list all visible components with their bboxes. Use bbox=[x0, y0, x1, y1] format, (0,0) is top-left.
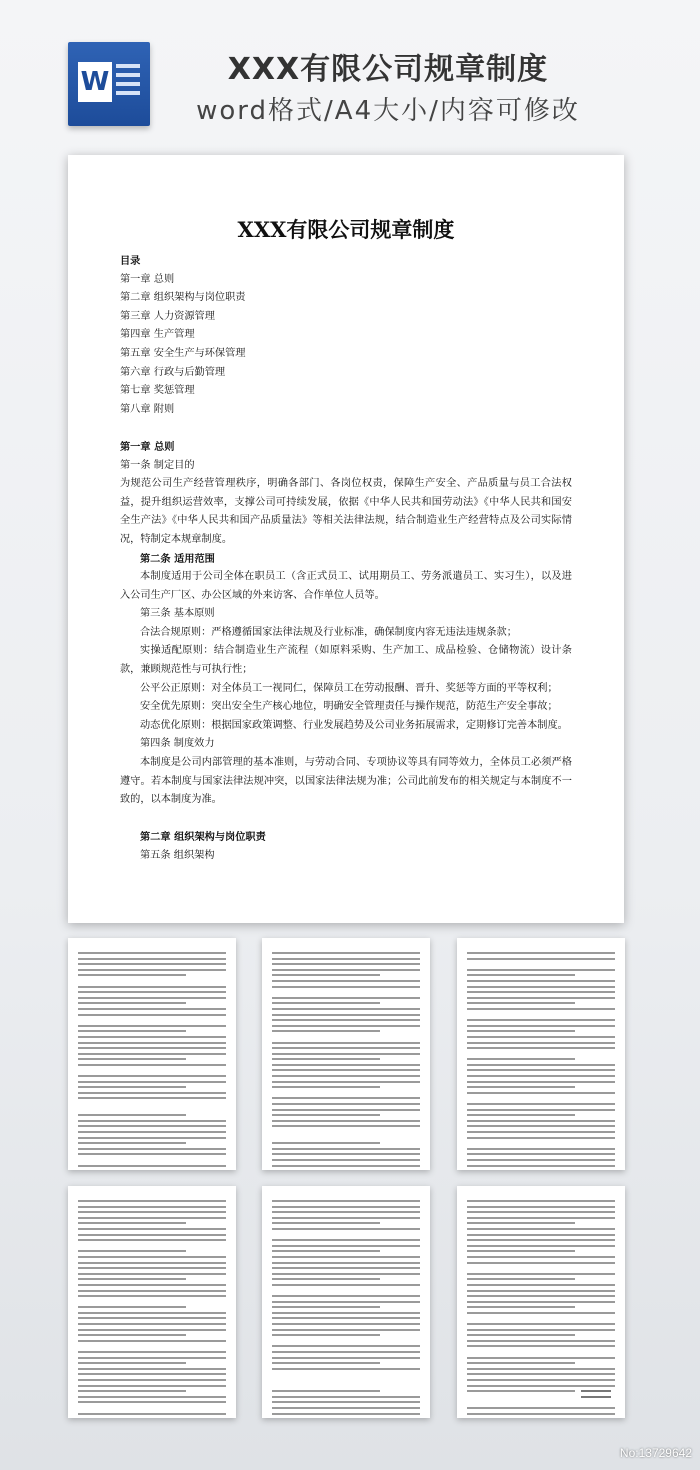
thumbnail-text-line bbox=[272, 1206, 420, 1208]
thumbnail-text-line bbox=[78, 1014, 226, 1016]
thumbnail-text-line bbox=[467, 1092, 615, 1094]
article-body: 为规范公司生产经营管理秩序，明确各部门、各岗位权责，保障生产安全、产品质量与员工合法权益，提升组织运营效率，支撑公司可持续发展，依据《中华人民共和国劳动法》《中华人民共和国安全生产法》《中华人民共和国产品质量法》等相关法律法规，结合制造业生产经营特点及公司实际情况，特制定本规章制度。 bbox=[120, 478, 572, 545]
principle-item: 合法合规原则：严格遵循国家法律法规及行业标准，确保制度内容无违法违规条款； bbox=[140, 626, 517, 638]
thumbnail-text-line bbox=[467, 1334, 575, 1336]
thumbnail-text-line bbox=[78, 1345, 226, 1347]
thumbnail-text-line bbox=[78, 1385, 226, 1387]
thumbnail-text-line bbox=[78, 1340, 226, 1342]
thumbnail-text-line bbox=[272, 1081, 420, 1083]
thumbnail-text-line bbox=[272, 963, 420, 965]
thumbnail-text-line bbox=[78, 1137, 226, 1139]
thumbnail-text-line bbox=[272, 1137, 420, 1139]
thumbnail-text-line bbox=[467, 1379, 615, 1381]
toc-item: 第八章 附则 bbox=[120, 403, 175, 415]
thumbnail-text-line bbox=[467, 963, 615, 965]
page-thumbnail bbox=[457, 1186, 625, 1418]
thumbnail-text-line bbox=[272, 1329, 420, 1331]
thumbnail-text-line bbox=[467, 1058, 575, 1060]
thumbnail-text-line bbox=[272, 1008, 420, 1010]
thumbnail-text-line bbox=[272, 1362, 380, 1364]
header-subtitle: word格式/A4大小/内容可修改 bbox=[196, 96, 580, 126]
page-thumbnail bbox=[68, 1186, 236, 1418]
thumbnail-text-line bbox=[467, 1228, 615, 1230]
thumbnail-text-line bbox=[78, 1025, 226, 1027]
thumbnail-text-line bbox=[78, 1206, 226, 1208]
thumbnail-text-line bbox=[78, 980, 226, 982]
thumbnail-text-line bbox=[467, 1306, 575, 1308]
thumbnail-text-line bbox=[272, 1211, 420, 1213]
thumbnail-text-line bbox=[467, 1256, 615, 1258]
thumbnail-text-line bbox=[272, 1036, 420, 1038]
thumbnail-text-line bbox=[272, 1200, 420, 1202]
thumbnail-text-line bbox=[272, 1114, 380, 1116]
thumbnail-text-line bbox=[272, 1069, 420, 1071]
thumbnail-text-line bbox=[467, 1081, 615, 1083]
thumbnail-text-line bbox=[78, 1114, 186, 1116]
article-heading: 第一条 制定目的 bbox=[120, 459, 195, 471]
thumbnail-text-line bbox=[272, 1047, 420, 1049]
thumbnail-text-line bbox=[467, 986, 615, 988]
thumbnail-text-line bbox=[78, 1301, 226, 1303]
chapter-heading: 第二章 组织架构与岗位职责 bbox=[140, 831, 266, 844]
thumbnail-text-line bbox=[78, 1075, 226, 1077]
thumbnail-text-line bbox=[272, 1273, 420, 1275]
thumbnail-text-line bbox=[78, 1131, 226, 1133]
thumbnail-text-line bbox=[78, 1047, 226, 1049]
thumbnail-text-line bbox=[78, 1295, 226, 1297]
thumbnail-text-line bbox=[78, 1273, 226, 1275]
thumbnail-text-line bbox=[272, 1334, 380, 1336]
toc-item: 第五章 安全生产与环保管理 bbox=[120, 347, 246, 359]
thumbnail-text-line bbox=[272, 1290, 420, 1292]
thumbnail-text-line bbox=[272, 1002, 380, 1004]
thumbnail-text-line bbox=[78, 1228, 226, 1230]
thumbnail-text-line bbox=[78, 1081, 226, 1083]
thumbnail-text-line bbox=[467, 1401, 615, 1403]
thumbnail-text-line bbox=[467, 1036, 615, 1038]
thumbnail-text-line bbox=[78, 1058, 186, 1060]
thumbnail-text-line bbox=[272, 1373, 420, 1375]
thumbnail-text-line bbox=[467, 1019, 615, 1021]
thumbnail-text-line bbox=[78, 997, 226, 999]
word-icon-letter: W bbox=[78, 62, 112, 102]
thumbnail-text-line bbox=[467, 1368, 615, 1370]
thumbnail-text-line bbox=[272, 1165, 420, 1167]
thumbnail-text-line bbox=[467, 1075, 615, 1077]
thumbnail-text-line bbox=[272, 1340, 420, 1342]
thumbnail-text-line bbox=[272, 1256, 420, 1258]
page-thumbnail bbox=[457, 938, 625, 1170]
thumbnail-text-line bbox=[78, 1008, 226, 1010]
thumbnail-text-line bbox=[272, 1345, 420, 1347]
thumbnail-text-line bbox=[272, 1097, 420, 1099]
thumbnail-text-line bbox=[467, 1317, 615, 1319]
thumbnail-text-line bbox=[78, 969, 226, 971]
thumbnail-text-line bbox=[467, 1351, 615, 1353]
thumbnail-text-line bbox=[467, 1284, 615, 1286]
thumbnail-text-line bbox=[272, 991, 420, 993]
thumbnail-text-line bbox=[272, 1075, 420, 1077]
header-title: XXX有限公司规章制度 bbox=[227, 52, 549, 87]
thumbnail-text-line bbox=[272, 1014, 420, 1016]
thumbnail-text-line bbox=[78, 1153, 226, 1155]
thumbnail-text-line bbox=[467, 1385, 615, 1387]
thumbnail-text-line bbox=[78, 1069, 226, 1071]
thumbnail-text-line bbox=[272, 1379, 420, 1381]
article-heading: 第二条 适用范围 bbox=[140, 552, 215, 565]
thumbnail-text-line bbox=[78, 1053, 226, 1055]
thumbnail-text-line bbox=[78, 1256, 226, 1258]
thumbnail-text-line bbox=[467, 1014, 615, 1016]
thumbnail-text-line bbox=[272, 1142, 380, 1144]
thumbnail-text-line bbox=[467, 1357, 615, 1359]
thumbnail-text-line bbox=[272, 1228, 420, 1230]
thumbnail-text-line bbox=[78, 974, 186, 976]
thumbnail-text-line bbox=[467, 1114, 575, 1116]
thumbnail-text-line bbox=[467, 1234, 615, 1236]
principle-item: 实操适配原则：结合制造业生产流程（如原料采购、生产加工、成品检验、仓储物流）设计条款，兼顾规范性与可执行性； bbox=[120, 645, 572, 676]
toc-item: 第三章 人力资源管理 bbox=[120, 310, 215, 322]
thumbnail-text-line bbox=[272, 1217, 420, 1219]
thumbnail-text-line bbox=[78, 1064, 226, 1066]
document-body bbox=[120, 252, 572, 866]
thumbnail-text-line bbox=[272, 1262, 420, 1264]
thumbnail-text-line bbox=[272, 1390, 380, 1392]
principle-item: 安全优先原则：突出安全生产核心地位，明确安全管理责任与操作规范，防范生产安全事故； bbox=[140, 701, 558, 713]
thumbnail-text-line bbox=[467, 1217, 615, 1219]
thumbnail-text-line bbox=[78, 1200, 226, 1202]
thumbnail-text-line bbox=[78, 986, 226, 988]
thumbnail-text-line bbox=[272, 1025, 420, 1027]
document-title: XXX有限公司规章制度 bbox=[237, 217, 455, 242]
thumbnail-text-line bbox=[467, 1153, 615, 1155]
thumbnail-text-line bbox=[467, 1323, 615, 1325]
thumbnail-text-line bbox=[78, 1267, 226, 1269]
thumbnail-text-line bbox=[467, 1131, 615, 1133]
thumbnail-text-line bbox=[78, 1042, 226, 1044]
article-heading: 第三条 基本原则 bbox=[140, 608, 215, 620]
thumbnail-text-line bbox=[272, 974, 380, 976]
page-thumbnail bbox=[68, 938, 236, 1170]
thumbnail-text-line bbox=[467, 952, 615, 954]
thumbnail-text-line bbox=[467, 1239, 615, 1241]
thumbnail-text-line bbox=[78, 1019, 226, 1021]
thumbnail-text-line bbox=[272, 1401, 420, 1403]
thumbnail-text-line bbox=[78, 1357, 226, 1359]
thumbnail-text-line bbox=[467, 969, 615, 971]
thumbnail-text-line bbox=[467, 1267, 615, 1269]
thumbnail-text-line bbox=[272, 1351, 420, 1353]
principle-item: 动态优化原则：根据国家政策调整、行业发展趋势及公司业务拓展需求，定期修订完善本制度。 bbox=[140, 719, 568, 731]
thumbnail-text-line bbox=[467, 1148, 615, 1150]
page-thumbnail bbox=[262, 1186, 430, 1418]
thumbnail-text-line bbox=[467, 1362, 575, 1364]
thumbnail-text-line bbox=[272, 1317, 420, 1319]
article-body: 本制度适用于公司全体在职员工（含正式员工、试用期员工、劳务派遣员工、实习生），以及进入公司生产厂区、办公区域的外来访客、合作单位人员等。 bbox=[120, 571, 572, 601]
thumbnail-text-line bbox=[78, 1329, 226, 1331]
thumbnail-text-line bbox=[467, 1200, 615, 1202]
thumbnail-text-line bbox=[78, 1165, 226, 1167]
thumbnail-text-line bbox=[78, 1278, 186, 1280]
thumbnail-text-line bbox=[272, 958, 420, 960]
thumbnail-text-line bbox=[467, 1125, 615, 1127]
thumbnail-text-line bbox=[272, 1222, 380, 1224]
thumbnail-text-line bbox=[272, 1086, 380, 1088]
thumbnail-text-line bbox=[272, 1323, 420, 1325]
thumbnail-text-line bbox=[78, 991, 226, 993]
thumbnail-text-line bbox=[467, 1064, 615, 1066]
thumbnail-text-line bbox=[467, 1069, 615, 1071]
thumbnail-text-line bbox=[78, 1284, 226, 1286]
thumbnail-text-line bbox=[78, 1239, 226, 1241]
thumbnail-text-line bbox=[272, 1245, 420, 1247]
thumbnail-text-line bbox=[272, 1092, 420, 1094]
thumbnail-text-line bbox=[467, 1025, 615, 1027]
article-body: 本制度是公司内部管理的基本准则，与劳动合同、专项协议等具有同等效力，全体员工必须严格遵守。若本制度与国家法律法规冲突，以国家法律法规为准；公司此前发布的相关规定与本制度不一致的，以本制度为准。 bbox=[120, 757, 572, 806]
thumbnail-text-line bbox=[272, 1278, 380, 1280]
article-heading: 第五条 组织架构 bbox=[140, 850, 215, 861]
thumbnail-text-line bbox=[272, 952, 420, 954]
thumbnail-text-line bbox=[467, 1120, 615, 1122]
thumbnail-text-line bbox=[78, 963, 226, 965]
thumbnail-text-line bbox=[467, 1345, 615, 1347]
thumbnail-text-line bbox=[272, 1125, 420, 1127]
thumbnail-text-line bbox=[467, 997, 615, 999]
thumbnail-text-line bbox=[78, 1036, 226, 1038]
thumbnail-text-line bbox=[272, 1109, 420, 1111]
thumbnail-text-line bbox=[78, 1250, 186, 1252]
principle-item: 公平公正原则：对全体员工一视同仁，保障员工在劳动报酬、晋升、奖惩等方面的平等权利； bbox=[140, 682, 558, 694]
thumbnail-text-line bbox=[78, 1030, 186, 1032]
thumbnail-text-line bbox=[78, 1217, 226, 1219]
thumbnail-text-line bbox=[467, 1295, 615, 1297]
thumbnail-text-line bbox=[272, 969, 420, 971]
thumbnail-text-line bbox=[272, 1131, 420, 1133]
thumbnail-text-line bbox=[467, 1030, 575, 1032]
thumbnail-text-line bbox=[467, 1097, 615, 1099]
word-icon bbox=[68, 42, 150, 126]
thumbnail-text-line bbox=[272, 980, 420, 982]
thumbnail-text-line bbox=[78, 1396, 226, 1398]
thumbnail-text-line bbox=[467, 1245, 615, 1247]
thumbnail-text-line bbox=[467, 1002, 575, 1004]
thumbnail-text-line bbox=[78, 1312, 226, 1314]
toc-item: 第一章 总则 bbox=[120, 273, 175, 285]
toc-heading: 目录 bbox=[120, 255, 141, 267]
thumbnail-text-line bbox=[467, 1290, 615, 1292]
thumbnail-text-line bbox=[467, 1262, 615, 1264]
thumbnail-text-line bbox=[467, 1329, 615, 1331]
thumbnail-text-line bbox=[78, 1323, 226, 1325]
thumbnail-text-line bbox=[78, 1407, 226, 1409]
thumbnail-text-line bbox=[78, 1362, 186, 1364]
thumbnail-text-line bbox=[78, 1222, 186, 1224]
thumbnail-text-line bbox=[78, 1086, 186, 1088]
toc-item: 第二章 组织架构与岗位职责 bbox=[120, 292, 246, 304]
thumbnail-text-line bbox=[467, 1159, 615, 1161]
thumbnail-text-line bbox=[467, 1312, 615, 1314]
thumbnail-text-line bbox=[467, 1042, 615, 1044]
thumbnail-text-line bbox=[467, 1053, 615, 1055]
thumbnail-text-line bbox=[272, 1295, 420, 1297]
thumbnail-text-line bbox=[467, 1211, 615, 1213]
thumbnail-text-line bbox=[467, 1008, 615, 1010]
thumbnail-text-line bbox=[78, 1401, 226, 1403]
thumbnail-text-line bbox=[272, 997, 420, 999]
thumbnail-text-line bbox=[272, 1042, 420, 1044]
thumbnail-text-line bbox=[467, 1222, 575, 1224]
thumbnail-text-line bbox=[467, 974, 575, 976]
thumbnail-text-line bbox=[78, 952, 226, 954]
thumbnail-text-line bbox=[272, 1064, 420, 1066]
image-id-label: No:13729642 bbox=[619, 1446, 692, 1460]
thumbnail-text-line bbox=[272, 1396, 420, 1398]
thumbnail-text-line bbox=[78, 1317, 226, 1319]
thumbnail-text-line bbox=[272, 1385, 420, 1387]
thumbnail-text-line bbox=[78, 1373, 226, 1375]
thumbnail-text-line bbox=[78, 1368, 226, 1370]
thumbnail-text-line bbox=[78, 1097, 226, 1099]
thumbnail-text-line bbox=[78, 1245, 226, 1247]
thumbnail-text-line bbox=[78, 1142, 186, 1144]
thumbnail-text-line bbox=[272, 1053, 420, 1055]
thumbnail-text-line bbox=[272, 1159, 420, 1161]
thumbnail-text-line bbox=[78, 1334, 186, 1336]
thumbnail-text-line bbox=[272, 1267, 420, 1269]
thumbnail-text-line bbox=[272, 1368, 420, 1370]
thumbnail-text-line bbox=[467, 1390, 575, 1392]
thumbnail-text-line bbox=[272, 1250, 380, 1252]
thumbnail-text-line bbox=[467, 1413, 615, 1415]
thumbnail-text-line bbox=[467, 1142, 615, 1144]
thumbnail-text-line bbox=[78, 1148, 226, 1150]
thumbnail-text-line bbox=[272, 1306, 380, 1308]
thumbnail-text-line bbox=[78, 1125, 226, 1127]
thumbnail-text-line bbox=[467, 1250, 575, 1252]
article-heading: 第四条 制度效力 bbox=[140, 738, 215, 750]
thumbnail-text-line bbox=[467, 1165, 615, 1167]
thumbnail-text-line bbox=[78, 1109, 226, 1111]
thumbnail-text-line bbox=[467, 1206, 615, 1208]
thumbnail-text-line bbox=[272, 986, 420, 988]
thumbnail-text-line bbox=[467, 1086, 575, 1088]
thumbnail-text-line bbox=[272, 1407, 420, 1409]
thumbnail-text-line bbox=[272, 1030, 380, 1032]
thumbnail-text-line bbox=[467, 1301, 615, 1303]
thumbnail-text-line bbox=[78, 1262, 226, 1264]
page-thumbnail bbox=[262, 938, 430, 1170]
thumbnail-text-line bbox=[467, 980, 615, 982]
toc-item: 第七章 奖惩管理 bbox=[120, 385, 195, 397]
thumbnail-text-line bbox=[78, 1002, 186, 1004]
thumbnail-text-line bbox=[272, 1234, 420, 1236]
thumbnail-text-line bbox=[78, 1306, 186, 1308]
thumbnail-text-line bbox=[272, 1153, 420, 1155]
thumbnail-text-line bbox=[272, 1103, 420, 1105]
thumbnail-text-line bbox=[78, 1390, 186, 1392]
thumbnail-text-line bbox=[467, 1278, 575, 1280]
thumbnail-text-line bbox=[272, 1239, 420, 1241]
thumbnail-text-line bbox=[467, 1340, 615, 1342]
thumbnail-text-line bbox=[78, 1120, 226, 1122]
thumbnail-text-line bbox=[467, 1103, 615, 1105]
thumbnail-text-line bbox=[272, 1312, 420, 1314]
thumbnail-text-line bbox=[78, 1351, 226, 1353]
thumbnail-text-line bbox=[467, 1109, 615, 1111]
thumbnail-text-line bbox=[467, 991, 615, 993]
document-page-1 bbox=[68, 155, 624, 923]
thumbnail-text-line bbox=[467, 1407, 615, 1409]
thumbnail-text-line bbox=[272, 1019, 420, 1021]
thumbnail-text-line bbox=[78, 958, 226, 960]
thumbnail-text-line bbox=[467, 1273, 615, 1275]
thumbnail-text-line bbox=[272, 1413, 420, 1415]
header-banner bbox=[0, 0, 700, 140]
thumbnail-text-line bbox=[78, 1290, 226, 1292]
thumbnail-text-line bbox=[78, 1159, 226, 1161]
thumbnail-text-line bbox=[272, 1284, 420, 1286]
chapter-heading: 第一章 总则 bbox=[120, 440, 175, 453]
thumbnail-text-line bbox=[272, 1120, 420, 1122]
thumbnail-text-line bbox=[78, 1103, 226, 1105]
thumbnail-text-line bbox=[272, 1058, 380, 1060]
thumbnail-text-line bbox=[467, 1047, 615, 1049]
thumbnail-text-line bbox=[467, 958, 615, 960]
thumbnail-text-line bbox=[272, 1357, 420, 1359]
toc-item: 第四章 生产管理 bbox=[120, 329, 195, 341]
thumbnail-text-line bbox=[78, 1234, 226, 1236]
thumbnail-text-line bbox=[467, 1373, 615, 1375]
thumbnail-text-line bbox=[272, 1301, 420, 1303]
thumbnail-text-line bbox=[78, 1211, 226, 1213]
thumbnail-text-line bbox=[78, 1379, 226, 1381]
thumbnail-text-line bbox=[467, 1137, 615, 1139]
thumbnail-text-line bbox=[78, 1413, 226, 1415]
toc-item: 第六章 行政与后勤管理 bbox=[120, 366, 226, 378]
thumbnail-text-line bbox=[272, 1148, 420, 1150]
thumbnail-text-line bbox=[78, 1092, 226, 1094]
